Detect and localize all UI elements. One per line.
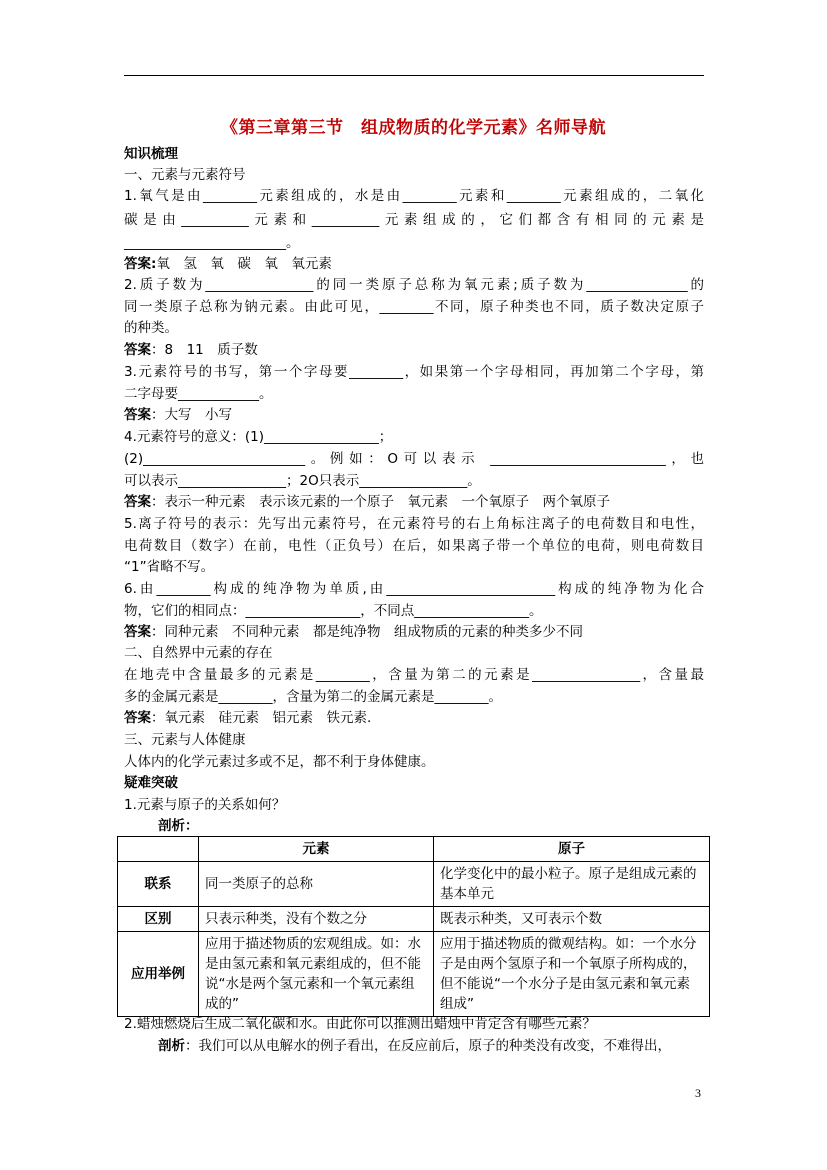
text-line: 的种类。 — [124, 320, 178, 336]
question-line: 2.蜡烛燃烧后生成二氧化碳和水。由此你可以推测出蜡烛中肯定含有哪些元素？ — [124, 1016, 596, 1032]
page-title: 《第三章第三节 组成物质的化学元素》名师导航 — [221, 118, 606, 138]
table-cell: 只表示种类，没有个数之分 — [199, 907, 434, 932]
table-cell: 应用于描述物质的宏观组成。如：水是由氢元素和氧元素组成的，但不能说“水是两个氢元素和一个氧元素组成的” — [199, 932, 434, 1017]
text-line: 3.元素符号的书写，第一个字母要________，如果第一个字母相同，再加第二个字母，第 — [124, 364, 704, 380]
section-heading: 疑难突破 — [124, 775, 178, 791]
analysis-label: 剖析： — [158, 818, 199, 834]
text-line: 电荷数目（数字）在前，电性（正负号）在后，如果离子带一个单位的电荷，则电荷数目 — [124, 538, 704, 554]
subheading: 二、自然界中元素的存在 — [124, 645, 273, 661]
subheading: 三、元素与人体健康 — [124, 732, 246, 748]
text-line: 多的金属元素是________，含量为第二的金属元素是________。 — [124, 689, 502, 705]
table-row — [118, 907, 710, 932]
text-line: 2.质子数为________________的同一类原子总称为氧元素;质子数为_______________的 — [124, 277, 704, 293]
answer-line: 答案：同种元素 不同种元素 都是纯净物 组成物质的元素的种类多少不同 — [124, 624, 583, 640]
answer-line: 答案：氧元素 硅元素 铝元素 铁元素. — [124, 710, 372, 726]
text-line: 物，它们的相同点：_________________，不同点_________________。 — [124, 603, 543, 619]
row-label: 区别 — [118, 907, 199, 932]
text-line: 5.离子符号的表示：先写出元素符号，在元素符号的右上角标注离子的电荷数目和电性， — [124, 516, 704, 532]
text-line: ________________________。 — [124, 235, 300, 251]
table-header-cell: 元素 — [199, 837, 434, 862]
text-line: 人体内的化学元素过多或不足，都不利于身体健康。 — [124, 754, 435, 770]
text-line: 4.元素符号的意义：(1)_________________； — [124, 429, 393, 445]
table-header-row — [118, 837, 710, 862]
text-line: 6.由________构成的纯净物为单质,由_________________________构成的纯净物为化合 — [124, 581, 704, 597]
table-header-cell: 原子 — [434, 837, 710, 862]
row-label: 应用举例 — [118, 932, 199, 1017]
subheading: 一、元素与元素符号 — [124, 167, 246, 183]
text-line: “1”省略不写。 — [124, 559, 215, 575]
question-line: 1.元素与原子的关系如何？ — [124, 797, 286, 813]
text-line: 碳是由__________元素和__________元素组成的，它们都含有相同的元素是 — [124, 212, 704, 228]
text-line: 可以表示________________；2O只表示________________。 — [124, 473, 481, 489]
answer-line: 答案：表示一种元素 表示该元素的一个原子 氧元素 一个氧原子 两个氧原子 — [124, 494, 610, 510]
answer-text: 氧 氢 氧 碳 氧 氧元素 — [156, 256, 332, 272]
page-number: 3 — [695, 1086, 701, 1100]
text-line: (2)________________________。例如：O可以表示 __________________________，也 — [124, 451, 704, 467]
answer-line: 答案：大写 小写 — [124, 407, 232, 423]
comparison-table — [117, 836, 710, 1017]
table-cell: 化学变化中的最小粒子。原子是组成元素的基本单元 — [434, 862, 710, 907]
analysis-line: 剖析：我们可以从电解水的例子看出，在反应前后，原子的种类没有改变，不难得出， — [158, 1038, 671, 1054]
text-line: 同一类原子总称为钠元素。由此可见，________不同，原子种类也不同，质子数决定原子 — [124, 299, 704, 315]
table-cell: 既表示种类，又可表示个数 — [434, 907, 710, 932]
table-cell: 应用于描述物质的微观结构。如：一个水分子是由两个氢原子和一个氧原子所构成的，但不能说“一个水分子是由氢元素和氧元素组成” — [434, 932, 710, 1017]
table-row — [118, 862, 710, 907]
table-cell: 同一类原子的总称 — [199, 862, 434, 907]
answer-line: 答案：8 11 质子数 — [124, 342, 258, 358]
header-rule — [124, 75, 704, 76]
text-line: 二字母要____________。 — [124, 386, 273, 402]
section-heading: 知识梳理 — [124, 146, 178, 162]
text-line: 1.氧气是由________元素组成的，水是由________元素和________元素组成的，二氧化 — [124, 188, 704, 204]
table-row — [118, 932, 710, 1017]
text-line: 在地壳中含量最多的元素是________，含量为第二的元素是________________，含量最 — [124, 667, 704, 683]
table-header-cell — [118, 837, 199, 862]
row-label: 联系 — [118, 862, 199, 907]
answer-line: 答案:氧 氢 氧 碳 氧 氧元素 — [124, 256, 332, 272]
